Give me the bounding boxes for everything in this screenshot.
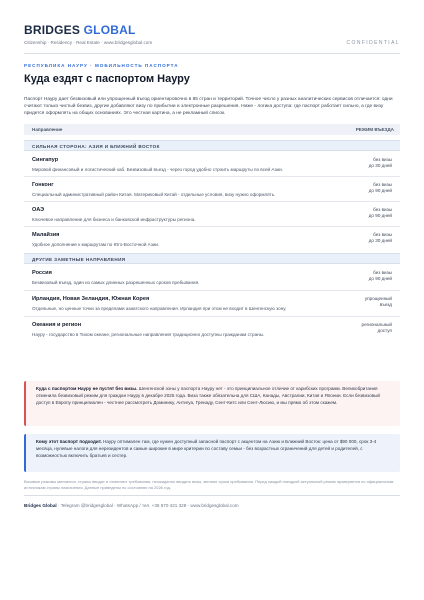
column-header-direction: Направление <box>32 127 63 132</box>
country-name: Гонконг <box>32 182 54 188</box>
regime-line2: до 30 дней <box>368 238 392 243</box>
visa-table <box>24 124 400 344</box>
regime-line2: до 90 дней <box>368 213 392 218</box>
header <box>24 24 400 54</box>
table-row <box>24 202 400 227</box>
table-row <box>24 264 400 291</box>
country-description: Специальный административный район Китая. Материковый Китай - отдельные условия, визу нужно оформлять. <box>32 192 276 197</box>
country-name: Сингапур <box>32 157 59 163</box>
footer <box>24 495 400 513</box>
regime-line2: доступ <box>377 328 392 333</box>
table-row <box>24 151 400 177</box>
regime-line1: упрощенный <box>364 296 392 301</box>
footer-brand: Bridges Global <box>24 503 57 508</box>
callout-lead: Кому этот паспорт подходит. <box>36 439 102 444</box>
table-row <box>24 291 400 317</box>
regime-line2: въезд <box>379 302 392 307</box>
confidential-label: CONFIDENTIAL <box>346 40 400 46</box>
intro-paragraph: Паспорт Науру дает безвизовый или упрощенный въезд ориентировочно в 85 стран и территорий. Точное число у разных аналитических сервисов отличается: одни считают только чистый безвиз, другие добавляют визу по прибытии и электронные разрешения. Ниже - логика доступа: где паспорт работает сильно, а где визу придется оформлять на общих основаниях. Это честная картина, а не рекламный список. <box>24 97 393 116</box>
footer-contacts: · Telegram @bridgesglobal · WhatsApp / тел. +36 670 421 328 · www.bridgesglobal.com <box>57 503 239 508</box>
table-header <box>24 124 400 135</box>
regime-line2: до 90 дней <box>368 188 392 193</box>
section-label: СИЛЬНАЯ СТОРОНА: АЗИЯ И БЛИЖНИЙ ВОСТОК <box>32 144 160 149</box>
regime-line2: до 90 дней <box>368 276 392 281</box>
table-row <box>24 317 400 344</box>
callout-visa-required <box>24 381 400 426</box>
brand-part2: GLOBAL <box>83 23 136 37</box>
regime-line1: без визы <box>373 182 392 187</box>
table-row <box>24 177 400 202</box>
country-name: Ирландия, Новая Зеландия, Южная Корея <box>32 296 150 302</box>
country-name: Россия <box>32 270 52 276</box>
kicker: РЕСПУБЛИКА НАУРУ · МОБИЛЬНОСТЬ ПАСПОРТА <box>24 63 179 68</box>
country-description: Мировой финансовый и логистический хаб. Безвизовый въезд - через город удобно строить маршруты по всей Азии. <box>32 167 283 172</box>
regime-line1: без визы <box>373 270 392 275</box>
brand-part1: BRIDGES <box>24 23 81 37</box>
country-name: Океания и регион <box>32 322 82 328</box>
callout-who-suits <box>24 434 400 472</box>
regime-line1: без визы <box>373 232 392 237</box>
page-title: Куда ездят с паспортом Науру <box>24 73 190 85</box>
section-header <box>24 140 400 151</box>
tagline: Citizenship · Residency · Real Estate · www.bridgesglobal.com <box>24 40 153 45</box>
country-name: ОАЭ <box>32 207 45 213</box>
country-description: Безвизовый въезд, один из самых длинных разрешенных сроков пребывания. <box>32 280 200 285</box>
callout-text: Науру оптимален там, где нужен доступный запасной паспорт с акцентом на Азию и Ближний Восток: цена от $90 000, срок 3-4 месяца, нулевые налоги для нерезидентов и самые широкие в мире критерии по составу семьи - без возрастных ограничений для детей и родителей, с возможностью включить братьев и сестер. <box>36 439 377 458</box>
brand-logo <box>24 24 400 37</box>
regime-line1: без визы <box>373 207 392 212</box>
callout-text: Шенгенской зоны у паспорта Науру нет - это принципиальное отличие от карибских программ. Великобритания отменила безвизовый режим для граждан Науру в декабре 2025 года. Виза также обязательна для США, Канады, Австралии, Китая и Японии. Если безвизовый доступ в Европу принципиален - честнее рассмотреть Доминику, Антигуа, Гренаду, Сент-Китс или Сент-Люсию, и мы прямо об этом скажем. <box>36 386 380 405</box>
column-header-regime: РЕЖИМ ВЪЕЗДА <box>355 127 394 132</box>
callout-lead: Куда с паспортом Науру не пустят без визы. <box>36 386 138 391</box>
regime-line2: до 30 дней <box>368 163 392 168</box>
disclaimer: Визовые режимы меняются; страны вводят и отменяют требования, неожиданно вводить визы, меняют сроки пребывания. Перед каждой поездкой актуальный режим проверяется по официальным источникам страны назначения. Данные приведены по состоянию на 2026 год. <box>24 479 394 490</box>
country-description: Науру - государство в Тихом океане, региональные направления традиционно доступны гражданам страны. <box>32 332 265 337</box>
country-description: Удобное дополнение к маршрутам по Юго-Восточной Азии. <box>32 242 160 247</box>
country-name: Малайзия <box>32 232 60 238</box>
regime-line1: региональный <box>361 322 392 327</box>
country-description: Отдельные, но ценные точки за пределами азиатского направления. Ирландия при этом не входит в Шенгенскую зону. <box>32 306 287 311</box>
country-description: Ключевое направление для бизнеса и банковской инфраструктуры региона. <box>32 217 196 222</box>
regime-line1: без визы <box>373 157 392 162</box>
section-label: ДРУГИЕ ЗАМЕТНЫЕ НАПРАВЛЕНИЯ <box>32 257 126 262</box>
table-row <box>24 227 400 253</box>
section-header <box>24 253 400 264</box>
